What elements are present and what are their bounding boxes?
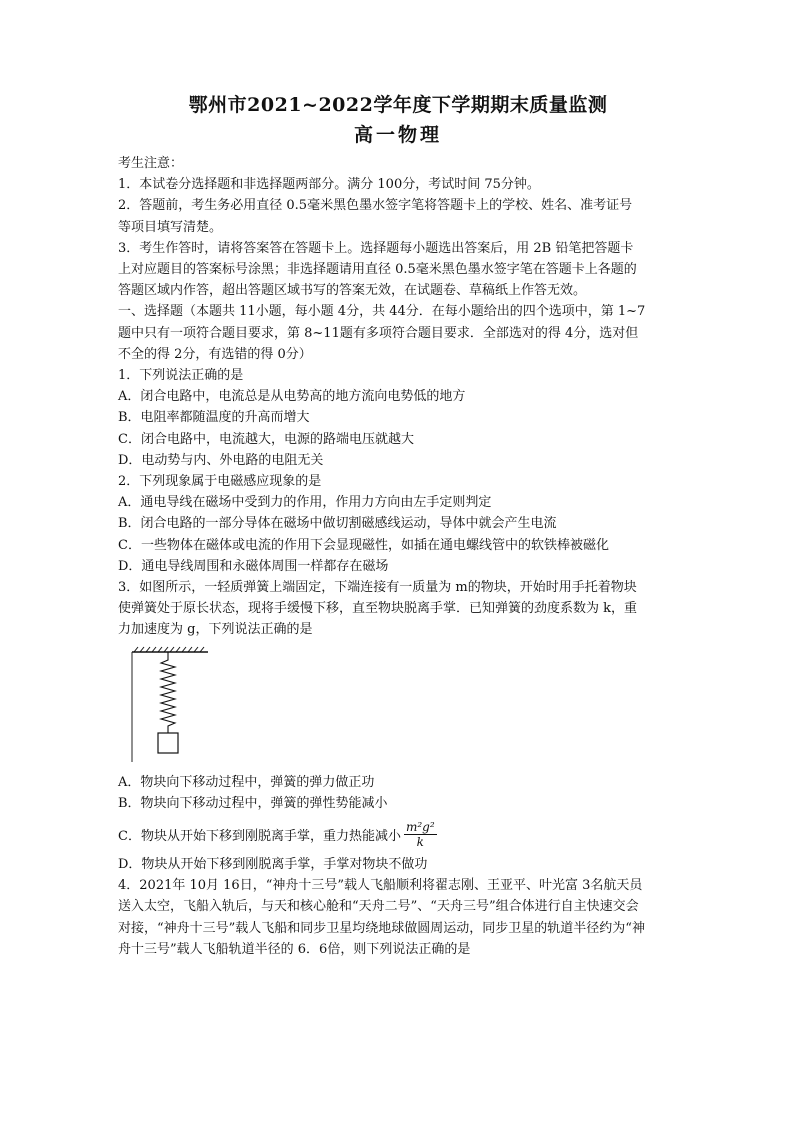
question-1-option-a: A．闭合电路中，电流总是从电势高的地方流向电势低的地方 xyxy=(118,389,466,405)
exam-subject: 高一物理 xyxy=(353,124,442,146)
notice-line: 上对应题目的答案标号涂黑；非选择题请用直径 0.5毫米黑色墨水签字笔在答题卡上各题的 xyxy=(118,262,637,278)
question-2-stem: 2．下列现象属于电磁感应现象的是 xyxy=(118,474,322,490)
question-2-option-b: B．闭合电路的一部分导体在磁场中做切割磁感线运动，导体中就会产生电流 xyxy=(118,516,557,532)
spring xyxy=(161,652,175,733)
section-instructions: 一、选择题（本题共 11小题，每小题 4分，共 44分．在每小题给出的四个选项中，第 1~7 xyxy=(118,304,646,320)
question-2-option-c: C．一些物体在磁体或电流的作用下会显现磁性，如插在通电螺线管中的软铁棒被磁化 xyxy=(118,537,609,553)
section-instructions: 不全的得 2分，有选错的得 0分） xyxy=(118,346,312,362)
question-2-option-a: A．通电导线在磁场中受到力的作用，作用力方向由左手定则判定 xyxy=(118,495,492,511)
question-1-option-d: D．电动势与内、外电路的电阻无关 xyxy=(118,452,324,468)
fraction-denominator: k xyxy=(416,834,424,849)
question-1-option-c: C．闭合电路中，电流越大，电源的路端电压就越大 xyxy=(118,431,414,447)
question-3-stem: 3．如图所示，一轻质弹簧上端固定，下端连接有一质量为 m的物块，开始时用手托着物块 xyxy=(118,580,637,596)
notice-line: 答题区域内作答，超出答题区域书写的答案无效，在试题卷、草稿纸上作答无效。 xyxy=(118,283,587,299)
exam-title: 鄂州市2021~2022学年度下学期期末质量监测 xyxy=(188,94,608,116)
question-3-option-a: A．物块向下移动过程中，弹簧的弹力做正功 xyxy=(118,774,375,790)
question-2-option-d: D．通电导线周围和永磁体周围一样都存在磁场 xyxy=(118,558,389,574)
question-4-stem: 4．2021年 10月 16日，“神舟十三号”载人飞船顺利将翟志刚、王亚平、叶光富 3名航天员 xyxy=(118,878,643,894)
question-1-option-b: B．电阻率都随温度的升高而增大 xyxy=(118,410,310,426)
notice-label: 考生注意： xyxy=(118,156,184,171)
fraction-numerator: m²g² xyxy=(405,819,435,834)
notice-line: 等项目填写清楚。 xyxy=(118,219,223,235)
fraction xyxy=(404,820,437,849)
exam-page xyxy=(118,92,678,960)
question-3-option-c xyxy=(118,814,678,854)
question-1-stem: 1．下列说法正确的是 xyxy=(118,368,244,384)
block xyxy=(158,733,178,753)
question-3-option-c-text: C．物块从开始下移到刚脱离手掌，重力热能减小 xyxy=(118,828,401,844)
question-4-stem: 送入太空，飞船入轨后，与天和核心舱和“天舟二号”、“天舟三号”组合体进行自主快速交会 xyxy=(118,899,639,915)
notice-line: 1．本试卷分选择题和非选择题两部分。满分 100分，考试时间 75分钟。 xyxy=(118,177,540,193)
question-3-option-b: B．物块向下移动过程中，弹簧的弹性势能减小 xyxy=(118,795,388,811)
question-3-stem: 力加速度为 g，下列说法正确的是 xyxy=(118,622,313,638)
spring-block-figure xyxy=(130,646,210,764)
question-4-stem: 对接，“神舟十三号”载人飞船和同步卫星均绕地球做圆周运动，同步卫星的轨道半径约为“神 xyxy=(118,920,645,936)
notice-line: 2．答题前，考生务必用直径 0.5毫米黑色墨水签字笔将答题卡上的学校、姓名、准考证号 xyxy=(118,198,633,214)
question-4-stem: 舟十三号”载人飞船轨道半径的 6．6倍，则下列说法正确的是 xyxy=(118,941,471,957)
question-3-option-d: D．物块从开始下移到刚脱离手掌，手掌对物块不做功 xyxy=(118,857,428,873)
question-3-stem: 使弹簧处于原长状态，现将手缓慢下移，直至物块脱离手掌．已知弹簧的劲度系数为 k，重 xyxy=(118,601,638,617)
section-instructions: 题中只有一项符合题目要求，第 8~11题有多项符合题目要求．全部选对的得 4分，选对但 xyxy=(118,325,639,341)
notice-line: 3．考生作答时，请将答案答在答题卡上。选择题每小题选出答案后，用 2B 铅笔把答题卡 xyxy=(118,240,634,256)
